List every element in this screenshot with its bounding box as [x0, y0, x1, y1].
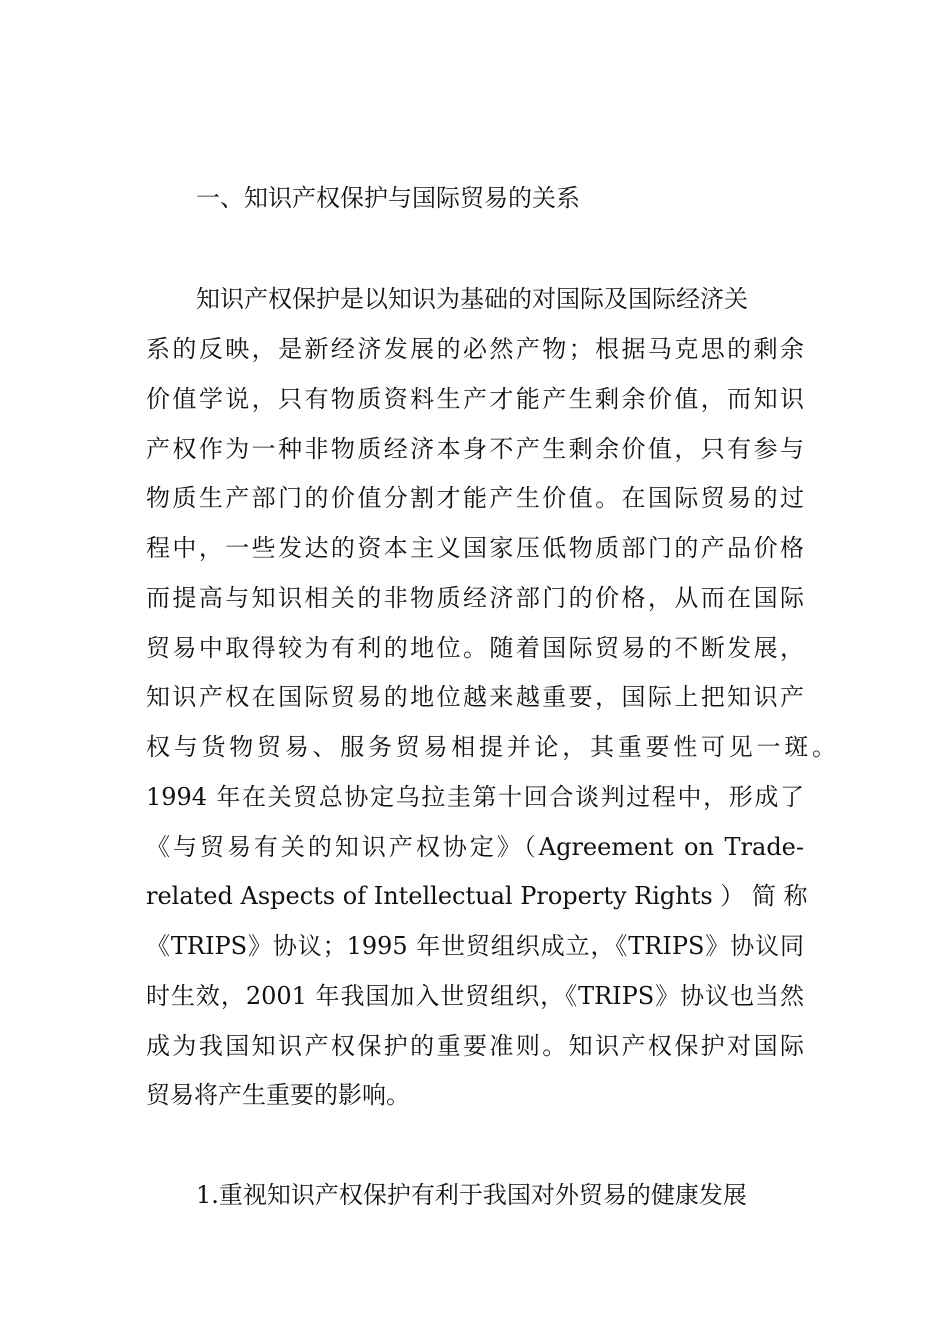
- paragraph-line: 知识产权保护是以知识为基础的对国际及国际经济关: [196, 285, 748, 313]
- paragraph-line: 系的反映，是新经济发展的必然产物；根据马克思的剩余: [146, 335, 804, 363]
- paragraph-line: 而提高与知识相关的非物质经济部门的价格，从而在国际: [146, 584, 804, 612]
- paragraph-line: 《TRIPS》协议；1995 年世贸组织成立，《TRIPS》协议同: [146, 932, 804, 960]
- subsection-heading: 1.重视知识产权保护有利于我国对外贸易的健康发展: [196, 1181, 747, 1209]
- paragraph-line: related Aspects of Intellectual Property Rights ） 简 称: [146, 882, 808, 910]
- paragraph-line: 产权作为一种非物质经济本身不产生剩余价值，只有参与: [146, 435, 804, 463]
- paragraph-line: 知识产权在国际贸易的地位越来越重要，国际上把知识产: [146, 683, 804, 711]
- paragraph-line: 物质生产部门的价值分割才能产生价值。在国际贸易的过: [146, 484, 804, 512]
- paragraph-line: 权与货物贸易、服务贸易相提并论，其重要性可见一斑。: [146, 733, 836, 761]
- section-heading: 一、知识产权保护与国际贸易的关系: [196, 184, 580, 212]
- paragraph-line: 1994 年在关贸总协定乌拉圭第十回合谈判过程中，形成了: [146, 783, 804, 811]
- paragraph-line: 时生效，2001 年我国加入世贸组织，《TRIPS》协议也当然: [146, 982, 804, 1010]
- paragraph-line: 成为我国知识产权保护的重要准则。知识产权保护对国际: [146, 1032, 804, 1060]
- paragraph-line: 《与贸易有关的知识产权协定》（Agreement on Trade-: [146, 833, 804, 861]
- paragraph-line: 贸易中取得较为有利的地位。随着国际贸易的不断发展，: [146, 634, 804, 662]
- paragraph-line: 程中，一些发达的资本主义国家压低物质部门的产品价格: [146, 534, 804, 562]
- paragraph-line: 贸易将产生重要的影响。: [146, 1081, 410, 1109]
- paragraph-line: 价值学说，只有物质资料生产才能产生剩余价值，而知识: [146, 385, 804, 413]
